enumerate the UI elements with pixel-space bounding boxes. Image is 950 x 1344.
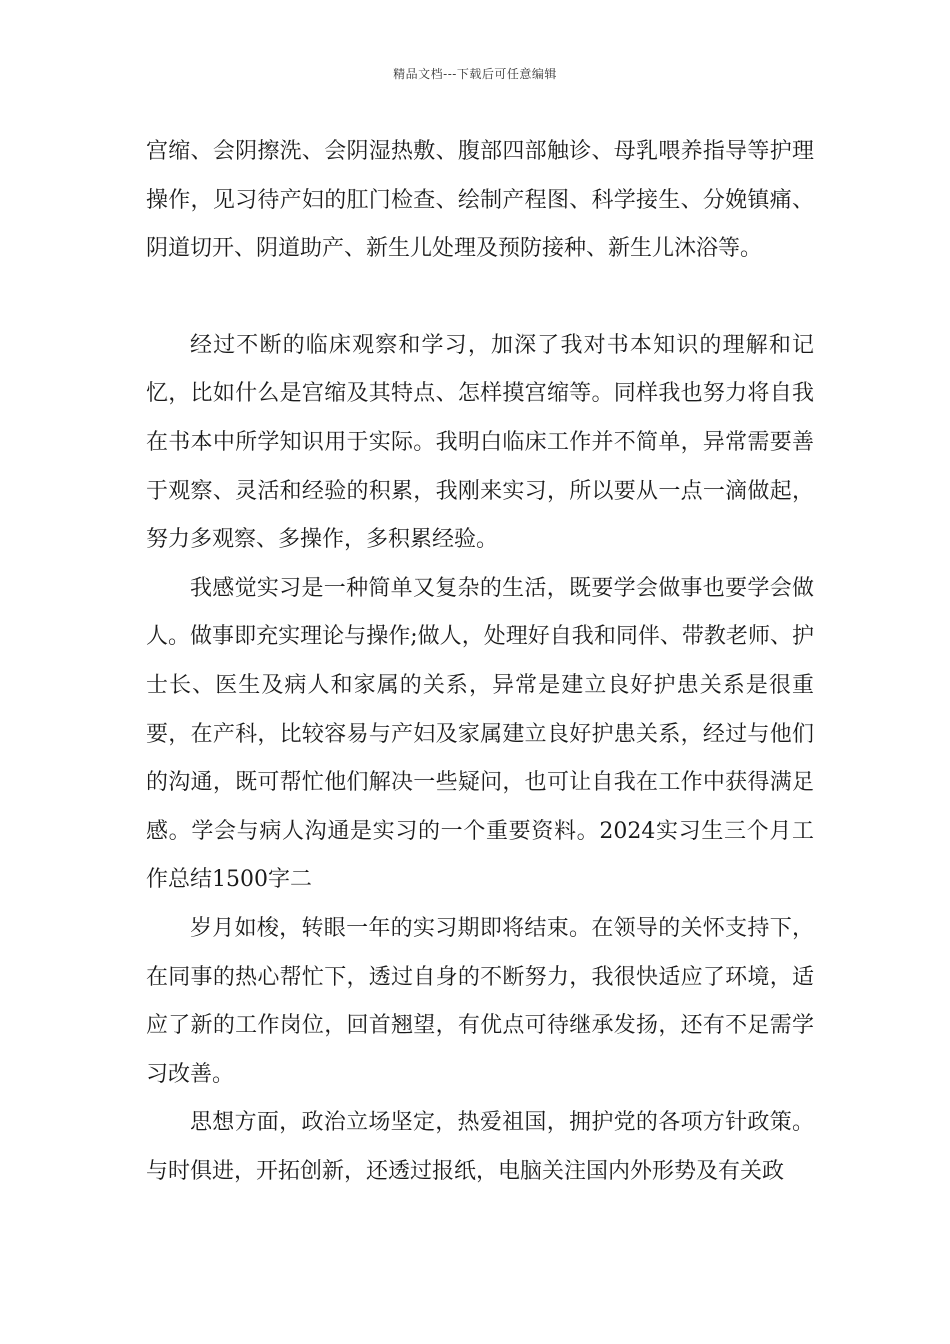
paragraph-time-flies: 岁月如梭，转眼一年的实习期即将结束。在领导的关怀支持下，在同事的热心帮忙下，透过自身的不断努力，我很快适应了环境，适应了新的工作岗位，回首翘望，有优点可待继承发扬，还有不足需学习改善。 (146, 915, 814, 1087)
paragraph-internship-life: 我感觉实习是一种简单又复杂的生活，既要学会做事也要学会做人。做事即充实理论与操作;做人，处理好自我和同伴、带教老师、护士长、医生及病人和家属的关系，异常是建立良好护患关系是很重要，在产科，比较容易与产妇及家属建立良好护患关系，经过与他们的沟通，既可帮忙他们解决一些疑问，也可让自我在工作中获得满足感。学会与病人沟通是实习的一个重要资料。2024实习生三个月工作总结1500字二 (146, 575, 814, 893)
paragraph-clinical-observation: 经过不断的临床观察和学习，加深了我对书本知识的理解和记忆，比如什么是宫缩及其特点、怎样摸宫缩等。同样我也努力将自我在书本中所学知识用于实际。我明白临床工作并不简单，异常需要善于观察、灵活和经验的积累，我刚来实习，所以要从一点一滴做起，努力多观察、多操作，多积累经验。 (146, 332, 814, 553)
page-header: 精品文档---下载后可任意编辑 (393, 67, 557, 81)
document-body (146, 128, 814, 1196)
paragraph-continuation: 宫缩、会阴擦洗、会阴湿热敷、腹部四部触诊、母乳喂养指导等护理操作，见习待产妇的肛门检查、绘制产程图、科学接生、分娩镇痛、阴道切开、阴道助产、新生儿处理及预防接种、新生儿沐浴等。 (146, 139, 814, 262)
paragraph-ideology: 思想方面，政治立场坚定，热爱祖国，拥护党的各项方针政策。与时俱进，开拓创新，还透过报纸，电脑关注国内外形势及有关政 (146, 1110, 814, 1184)
